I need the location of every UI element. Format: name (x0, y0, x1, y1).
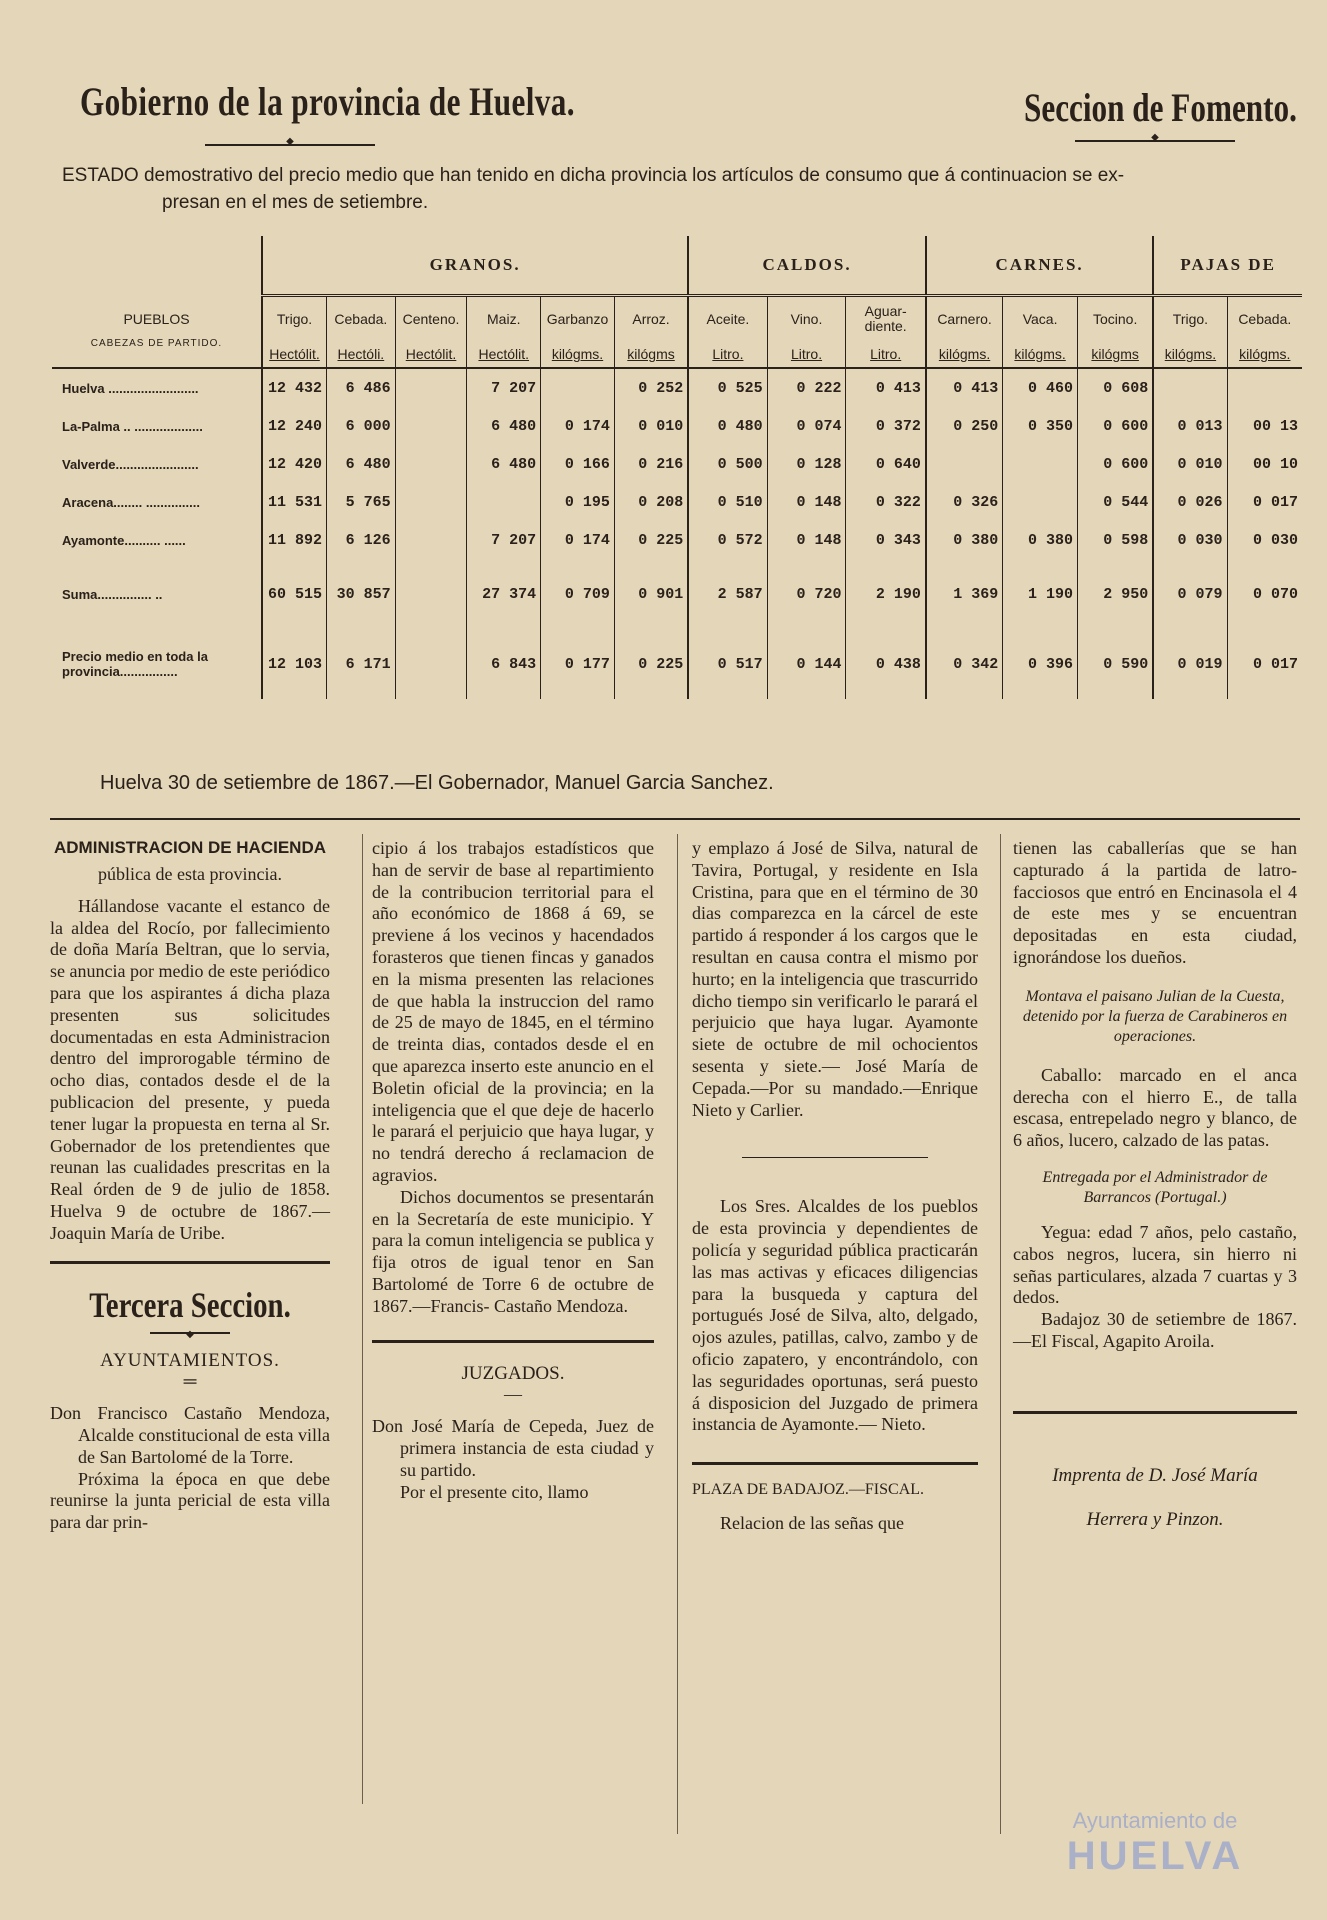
cell-value: 11 892 (262, 521, 327, 559)
cell-value: 0 500 (688, 445, 767, 483)
corner (52, 236, 262, 296)
cell-value: 30 857 (327, 559, 396, 629)
row-name: Aracena........ ............... (62, 494, 200, 510)
cell-value: 0 460 (1003, 368, 1078, 407)
row-name: Huelva ......................... (62, 380, 199, 396)
tercera-seccion-heading: Tercera Seccion. (89, 1284, 291, 1325)
imprenta-line2: Herrera y Pinzon. (1086, 1508, 1224, 1530)
cell-value: 0 326 (926, 483, 1003, 521)
cell-value: 12 103 (262, 629, 327, 699)
col-arroz: Arroz. (614, 296, 688, 342)
group-carnes: CARNES. (926, 236, 1153, 296)
cell-value: 0 177 (541, 629, 615, 699)
cell-value: 0 322 (846, 483, 926, 521)
cell-value: 0 166 (541, 445, 615, 483)
rule (742, 1157, 928, 1158)
cell-value: 0 174 (541, 521, 615, 559)
cell-value: 0 013 (1153, 407, 1227, 445)
cell-value: 2 190 (846, 559, 926, 629)
pueblos-sub: CABEZAS DE PARTIDO. (90, 337, 223, 349)
cell-value: 0 225 (614, 629, 688, 699)
rule (692, 1462, 978, 1465)
cell-value: 0 252 (614, 368, 688, 407)
cell-value: 0 350 (1003, 407, 1078, 445)
cell-value (1227, 368, 1302, 407)
col-carnero: Carnero. (926, 296, 1003, 342)
column-1 (50, 838, 330, 1534)
cell-value: 0 590 (1078, 629, 1154, 699)
cell-value: 00 13 (1227, 407, 1302, 445)
cell-value: 6 000 (327, 407, 396, 445)
col-paja-cebada: Cebada. (1227, 296, 1302, 342)
intro-line2: presan en el mes de setiembre. (162, 192, 429, 213)
right-header-title: Seccion de Fomento. (1024, 85, 1297, 130)
col-garbanzo: Garbanzo (541, 296, 615, 342)
cell-value: 6 480 (467, 445, 541, 483)
col-aceite: Aceite. (688, 296, 767, 342)
cell-value: 0 480 (688, 407, 767, 445)
column-divider (1000, 834, 1001, 1834)
row-name: Ayamonte.......... ...... (62, 532, 186, 548)
cell-value: 2 587 (688, 559, 767, 629)
cell-value: 0 413 (846, 368, 926, 407)
cell-value: 0 195 (541, 483, 615, 521)
cell-value: 0 600 (1078, 445, 1154, 483)
cell-value: 6 480 (467, 407, 541, 445)
watermark-line2: HUELVA (1066, 1834, 1244, 1878)
hacienda-notice: Hállandose vacante el estanco de la aldea del Rocío, por fallecimiento de doña María Beltran, que lo servia, se anuncia por medio de este periódico para que los aspirantes á dicha plaza presenten sus solicitudes documentadas en esta Administracion dentro del improrogable término de ocho dias, contados desde el de la publicacion del presente, y pueda tener lugar la propuesta en terna al Sr. Gobernador de los pretendientes que reunan las cualidades prescritas en la Real órden de 9 de julio de 1858. Huelva 9 de octubre de 1867.—Joaquin María de Uribe. (50, 895, 330, 1243)
junta-paragraph: cipio á los trabajos estadísticos que han de servir de base al repartimiento de la contribucion territorial para el año económico de 1868 á 69, se previene á los vecinos y hacendados forasteros que tienen fincas y ganados en la misma presenten las relaciones de que habla la instruccion del ramo de 25 de mayo de 1845, en el término de treinta dias, contados desde el en que aparezca inserto este anuncio en el Boletin oficial de la provincia; en la inteligencia que el que deje de hacerlo le parará el perjuicio que haya lugar, y no tendrá derecho á reclamacion de agravios. (372, 838, 654, 1185)
cell-value: 12 420 (262, 445, 327, 483)
cell-value: 0 608 (1078, 368, 1154, 407)
table-row (52, 629, 1302, 699)
juzgados-heading: JUZGADOS. (461, 1362, 565, 1384)
row-name: Precio medio en toda la provincia................ (62, 649, 208, 679)
column-2 (372, 838, 654, 1503)
proxima-paragraph: Próxima la época en que debe reunirse la junta pericial de esta villa para dar prin- (50, 1468, 330, 1533)
ornament-right (1075, 140, 1235, 142)
col-tocino: Tocino. (1078, 296, 1154, 342)
table-row (52, 445, 1302, 483)
cell-value (467, 483, 541, 521)
cell-value: 5 765 (327, 483, 396, 521)
cell-value: 0 174 (541, 407, 615, 445)
cell-value (395, 521, 467, 559)
hacienda-subheading: pública de esta provincia. (98, 864, 282, 884)
cell-value: 0 510 (688, 483, 767, 521)
cell-value: 0 342 (926, 629, 1003, 699)
row-name: Valverde....................... (62, 456, 199, 472)
cell-value: 0 600 (1078, 407, 1154, 445)
cell-value: 0 720 (767, 559, 846, 629)
unit-12: kilógms. (1153, 341, 1227, 368)
cell-value: 0 079 (1153, 559, 1227, 629)
rule (50, 1261, 330, 1264)
cell-value (395, 407, 467, 445)
dash: — (504, 1384, 522, 1405)
unit-3: Hectólit. (467, 341, 541, 368)
col-trigo: Trigo. (262, 296, 327, 342)
cell-value: 0 709 (541, 559, 615, 629)
unit-13: kilógms. (1227, 341, 1302, 368)
table-row (52, 559, 1302, 629)
table-row (52, 483, 1302, 521)
cell-value: 00 10 (1227, 445, 1302, 483)
pueblos-header (52, 296, 262, 369)
juez-line: Don José María de Cepeda, Juez de primera instancia de esta ciudad y su partido. (372, 1416, 654, 1480)
table-row (52, 368, 1302, 407)
watermark-line1: Ayuntamiento de (1072, 1808, 1238, 1833)
row-name: Suma............... .. (62, 586, 163, 602)
ornament-left (205, 144, 375, 146)
cell-value: 0 144 (767, 629, 846, 699)
cell-value (395, 445, 467, 483)
cell-value: 0 017 (1227, 629, 1302, 699)
table-row (52, 407, 1302, 445)
col-aguardiente: Aguar-diente. (846, 296, 926, 342)
cell-value: 0 517 (688, 629, 767, 699)
cell-value: 0 208 (614, 483, 688, 521)
column-4 (1013, 838, 1297, 1542)
unit-9: kilógms. (926, 341, 1003, 368)
cell-value: 0 030 (1227, 521, 1302, 559)
intro-paragraph (62, 162, 1302, 216)
rule (1013, 1411, 1297, 1414)
cell-value: 0 438 (846, 629, 926, 699)
intro-line1: ESTADO demostrativo del precio medio que han tenido en dicha provincia los artículos de consumo que á continuacion se ex- (62, 165, 1125, 186)
caballerias-paragraph: tienen las caballerías que se han capturado á la partida de latro-facciosos que entró en Encinasola el 4 de este mes y se encuentran depositadas en esta ciudad, ignorándose los dueños. (1013, 838, 1297, 967)
cell-value: 0 343 (846, 521, 926, 559)
cell-value: 12 240 (262, 407, 327, 445)
col-cebada: Cebada. (327, 296, 396, 342)
cell-value: 0 010 (614, 407, 688, 445)
cell-value: 0 598 (1078, 521, 1154, 559)
horizontal-rule (50, 818, 1300, 820)
cell-value: 0 250 (926, 407, 1003, 445)
column-divider (362, 834, 363, 1804)
col-centeno: Centeno. (395, 296, 467, 342)
group-granos: GRANOS. (262, 236, 688, 296)
cell-value: 0 640 (846, 445, 926, 483)
pueblos-label: PUEBLOS (123, 310, 190, 327)
cell-value: 0 372 (846, 407, 926, 445)
cell-value: 6 171 (327, 629, 396, 699)
cell-value (395, 483, 467, 521)
cell-value: 6 480 (327, 445, 396, 483)
left-header-title: Gobierno de la provincia de Huelva. (80, 79, 575, 124)
cell-value: 27 374 (467, 559, 541, 629)
cell-value: 7 207 (467, 521, 541, 559)
cell-value (1153, 368, 1227, 407)
cell-value (395, 629, 467, 699)
documentos-paragraph: Dichos documentos se presentarán en la Secretaría de este municipio. Y para la comun inteligencia se publica y fija otros de igual tenor en San Bartolomé de Torre 6 de octubre de 1867.—Francis- Castaño Mendoza. (372, 1186, 654, 1316)
relacion-line: Relacion de las señas que (720, 1512, 904, 1533)
caballo-description: Caballo: marcado en el anca derecha con el hierro E., de talla escasa, entrepelado negro y blanco, de 6 años, lucero, calzado de las patas. (1013, 1064, 1297, 1151)
double-dash: ═ (183, 1371, 197, 1392)
table-footer-signature: Huelva 30 de setiembre de 1867.—El Gobernador, Manuel Garcia Sanchez. (100, 772, 774, 794)
cell-value: 0 017 (1227, 483, 1302, 521)
col-maiz: Maiz. (467, 296, 541, 342)
col-paja-trigo: Trigo. (1153, 296, 1227, 342)
cell-value: 0 413 (926, 368, 1003, 407)
entregada-note: Entregada por el Administrador de Barrancos (Portugal.) (1042, 1168, 1268, 1206)
unit-1: Hectóli. (327, 341, 396, 368)
cell-value: 0 380 (1003, 521, 1078, 559)
unit-11: kilógms (1078, 341, 1154, 368)
column-divider (677, 834, 678, 1834)
alcaldes-paragraph: Los Sres. Alcaldes de los pueblos de esta provincia y dependientes de policía y seguridad pública practicarán las mas activas y eficaces diligencias para la busqueda y captura del portugués José de Silva, alto, delgado, ojos azules, patillas, calvo, zambo y de oficio zapatero, y encontrándolo, con las seguridades oportunas, será puesto á disposicion del Juzgado de primera instancia de Ayamonte.— Nieto. (692, 1196, 978, 1435)
emplazo-paragraph: y emplazo á José de Silva, natural de Tavira, Portugal, y residente en Isla Cristina, para que en el término de 30 dias comparezca en la cárcel de este partido á responder á los cargos que le resultan en causa contra el mismo por hurto; en la inteligencia que trascurrido dicho tiempo sin verificarlo le parará el perjuicio que haya lugar. Ayamonte siete de octubre de mil ochocientos sesenta y siete.— José María de Cepada.—Por su mandado.—Enrique Nieto y Carlier. (692, 838, 978, 1120)
cell-value: 0 070 (1227, 559, 1302, 629)
unit-8: Litro. (846, 341, 926, 368)
cell-value: 0 019 (1153, 629, 1227, 699)
unit-5: kilógms (614, 341, 688, 368)
cell-value: 0 216 (614, 445, 688, 483)
price-table (52, 236, 1302, 699)
watermark-seal (1050, 1808, 1260, 1879)
cell-value (395, 559, 467, 629)
imprenta-line1: Imprenta de D. José María (1052, 1464, 1258, 1486)
unit-7: Litro. (767, 341, 846, 368)
cell-value (541, 368, 615, 407)
cell-value: 0 380 (926, 521, 1003, 559)
alcalde-line: Don Francisco Castaño Mendoza, Alcalde constitucional de esta villa de San Bartolomé de la Torre. (50, 1403, 330, 1467)
cell-value: 0 572 (688, 521, 767, 559)
cell-value: 6 843 (467, 629, 541, 699)
ornament (150, 1332, 230, 1334)
cell-value: 60 515 (262, 559, 327, 629)
row-name: La-Palma .. ................... (62, 418, 203, 434)
cell-value: 11 531 (262, 483, 327, 521)
plaza-heading: PLAZA DE BADAJOZ.—FISCAL. (692, 1481, 925, 1499)
montava-note: Montava el paisano Julian de la Cuesta, detenido por la fuerza de Carabineros en operaciones. (1022, 987, 1288, 1045)
cell-value: 0 396 (1003, 629, 1078, 699)
unit-0: Hectólit. (262, 341, 327, 368)
cell-value: 7 207 (467, 368, 541, 407)
hacienda-heading: ADMINISTRACION DE HACIENDA (54, 838, 326, 857)
cell-value (926, 445, 1003, 483)
cell-value: 0 026 (1153, 483, 1227, 521)
cell-value (1003, 445, 1078, 483)
rule (372, 1340, 654, 1343)
table-row (52, 521, 1302, 559)
column-3 (692, 838, 978, 1535)
fiscal-signature: Badajoz 30 de setiembre de 1867.—El Fiscal, Agapito Aroila. (1013, 1309, 1297, 1351)
cell-value: 0 128 (767, 445, 846, 483)
unit-4: kilógms. (541, 341, 615, 368)
unit-10: kilógms. (1003, 341, 1078, 368)
cell-value (1003, 483, 1078, 521)
cell-value: 12 432 (262, 368, 327, 407)
ayuntamientos-heading: AYUNTAMIENTOS. (100, 1349, 280, 1371)
cell-value: 0 222 (767, 368, 846, 407)
cell-value: 6 126 (327, 521, 396, 559)
cell-value: 1 369 (926, 559, 1003, 629)
col-vaca: Vaca. (1003, 296, 1078, 342)
cell-value: 0 010 (1153, 445, 1227, 483)
cell-value: 0 901 (614, 559, 688, 629)
cell-value (395, 368, 467, 407)
cell-value: 2 950 (1078, 559, 1154, 629)
group-pajas: PAJAS DE (1153, 236, 1302, 296)
cito-line: Por el presente cito, llamo (400, 1481, 589, 1502)
cell-value: 0 148 (767, 521, 846, 559)
cell-value: 0 148 (767, 483, 846, 521)
cell-value: 1 190 (1003, 559, 1078, 629)
cell-value: 6 486 (327, 368, 396, 407)
unit-6: Litro. (688, 341, 767, 368)
col-vino: Vino. (767, 296, 846, 342)
cell-value: 0 074 (767, 407, 846, 445)
cell-value: 0 225 (614, 521, 688, 559)
table-body (52, 368, 1302, 699)
cell-value: 0 030 (1153, 521, 1227, 559)
unit-2: Hectólit. (395, 341, 467, 368)
cell-value: 0 525 (688, 368, 767, 407)
group-caldos: CALDOS. (688, 236, 926, 296)
cell-value: 0 544 (1078, 483, 1154, 521)
yegua-description: Yegua: edad 7 años, pelo castaño, cabos negros, lucera, sin hierro ni señas particulares, alzada 7 cuartas y 3 dedos. (1013, 1221, 1297, 1308)
